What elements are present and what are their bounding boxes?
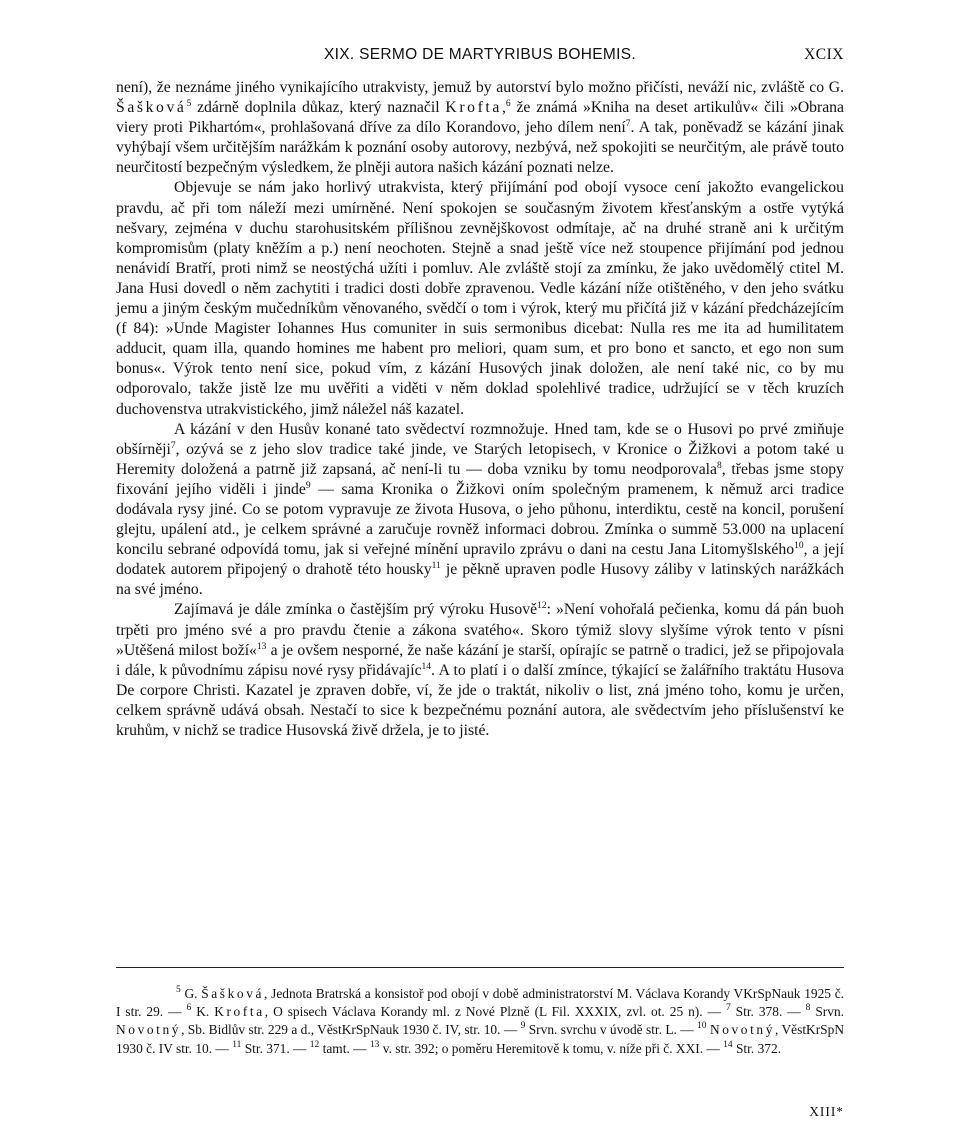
running-header	[116, 46, 844, 70]
footnote-ref: 12	[537, 601, 547, 612]
footnote-ref: 7	[170, 440, 176, 451]
text-run: : »Není vohořalá pečienka, komu dá pán buoh trpěti pro jméno své a pro pravdu čtenie a zákona svatého«. Skoro týmiž slovy slyšíme výrok tento v písni »Utěšená milost boží«	[116, 601, 844, 659]
text-run: , a její dodatek autorem připojený o drahotě této housky	[116, 541, 844, 579]
footnote-ref: 13	[256, 641, 267, 652]
text-run: Zajímavá je dále zmínka o častějším prý výroku Husově	[174, 601, 538, 619]
text-run: , Jednota Bratrská a konsistoř pod obojí v době administratorství M. Václava Korandy VKrSpNauk 1925 č. I str. 29. —	[116, 986, 844, 1020]
text-run: . A to platí i o další zmínce, týkající se žalářního traktátu Husova De corpore Christi. Kazatel je zpraven dobře, ví, že jde o traktát, nikoliv o list, zná jméno toho, komu je určen, celkem správně udává obsah. Nestačí to sice k bezpečnému poznání autora, ale svědectvím jeho příslušenství ke kruhům, v nichž se tradice Husovská živě držela, je to jisté.	[116, 661, 844, 739]
body-text	[116, 78, 844, 741]
text-run: Objevuje se nám jako horlivý utrakvista, který přijímání pod obojí vysoce cení jakožto evangelickou pravdu, ač při tom náleží mezi umírněné. Není spokojen se současným životem křesťanským a ostře vytýká nešvary, zejména v duchu starohusitském přílišnou zevnějškovost odmítaje, ač na druhé straně ani k určitým kompromisům (platy kněžím a p.) není neochoten. Stejně a snad ještě více než stoupence přijímání pod jednou nenávidí Bratří, proti nimž se neostýchá užíti i pomluv. Ale zvláště stojí za zmínku, že jako uvědomělý ctitel M. Jana Husi dovedl o něm zachytiti i tradici dosti dobře zpravenou. Vedle kázání níže otištěného, v den jeho svátku jemu a jiným českým mučedníkům věnovaného, svědčí o tom i výrok, který mu přičítá již v kázání předcházejícím (f 84): »Unde Magister Iohannes Hus comuniter in suis sermonibus dicebat: Nulla res me ita ad humilitatem adducit, quam illa, quando homines me habent pro meliori, quam sum, et pro bono et sancto, et ego non sum bonus«. Výrok tento není sice, pokud vím, z kázání Husových jinak doložen, ale není také nic, co by mu odporovalo, takže jistě lze mu uvěřiti a viděti v něm doklad spolehlivé tradice, udržující se v těch kruzích duchovenstva utrakvistického, jimž náležel náš kazatel.	[116, 179, 844, 418]
spaced-name: Novotný	[116, 1022, 182, 1038]
body-paragraph	[116, 78, 844, 178]
footnote-ref: 12	[309, 1039, 320, 1050]
footnote-ref: 10	[697, 1021, 707, 1032]
footnote-ref: 9	[305, 480, 311, 491]
text-run: , O spisech Václava Korandy ml. z Nové Plzně (L Fil. XXXIX, zvl. ot. 25 n). —	[264, 1004, 726, 1020]
footnote-ref: 14	[723, 1039, 733, 1050]
footnote-ref: 9	[520, 1021, 526, 1032]
text-run: , VěstKrSpN 1930 č. IV str. 10. —	[116, 1022, 844, 1056]
footnote-ref: 8	[717, 460, 722, 471]
text-run: tamt. —	[319, 1040, 370, 1056]
text-run: v. str. 392; o poměru Heremitově k tomu, v. níže při č. XXI. —	[379, 1040, 724, 1056]
text-run: ,	[501, 99, 506, 117]
footnote-ref: 5	[176, 985, 181, 995]
text-run: K.	[191, 1004, 215, 1020]
footnotes	[116, 985, 844, 1058]
footnote-ref: 5	[186, 99, 192, 110]
text-run: je pěkně upraven podle Husovy záliby v latinských narážkách na své jméno.	[116, 561, 844, 599]
body-paragraph	[116, 178, 844, 419]
text-run: a je ovšem nesporné, že naše kázání je starší, opírajíc se patrně o tradici, jež se připojovala i dále, k původnímu zápisu nové rysy přidávajíc	[116, 641, 844, 679]
body-paragraph	[116, 420, 844, 601]
footnote-ref: 11	[431, 561, 441, 572]
spaced-name: Šašková	[201, 986, 265, 1001]
text-run: zdárně doplnila důkaz, který naznačil	[191, 99, 446, 117]
chapter-title: XIX. SERMO DE MARTYRIBUS BOHEMIS.	[324, 46, 636, 63]
footnote-ref: 6	[186, 1003, 192, 1014]
footnote-divider	[116, 967, 844, 968]
text-run: . A tak, poněvadž se kázání jinak vyhýbají všem určitějším narážkám k poznání osoby autorovy, nezbývá, než spokojiti se neurčitým, ale právě touto neurčitostí bezpečným výsledkem, že plněji autora našich kázání poznati nelze.	[116, 119, 844, 177]
text-run: není), že neznáme jiného vynikajícího utrakvisty, jemuž by autorství bylo možno přičísti, neváží nic, zvláště co G.	[116, 79, 844, 96]
text-run: G.	[180, 986, 202, 1001]
text-run: , ozývá se z jeho slov tradice také jinde, ve Starých letopisech, v Kronice o Žižkovi a potom také u Heremity doložená a patrně již zapsaná, ač není-li tu — doba vzniku by tomu neodporovala	[116, 440, 844, 478]
footnote-ref: 13	[369, 1039, 380, 1050]
text-run: — sama Kronika o Žižkovi oním společným pramenem, k němuž arci tradice dodávala rysy jiné. Co se potom vypravuje ze života Husova, o jeho půhonu, interdiktu, cestě na koncil, porušení glejtu, upálení atd., je celkem správné a zaručuje rovněž informaci dobrou. Zmínka o summě 53.000 na uplacení koncilu sebrané odpovídá tomu, jak si veřejné mínění upravilo zprávu o dani na cestu Jana Litomyšlského	[116, 480, 844, 559]
text-run: A kázání v den Husův konané tato svědectví rozmnožuje. Hned tam, kde se o Husovi po prvé zmiňuje obšírněji	[116, 420, 844, 458]
text-run: , Sb. Bidlův str. 229 a d., VěstKrSpNauk 1930 č. IV, str. 10. —	[181, 1022, 521, 1038]
text-run: Srvn. svrchu v úvodě str. L. —	[525, 1022, 698, 1038]
footnote-paragraph	[116, 985, 844, 1058]
footnote-ref: 7	[625, 119, 631, 130]
spaced-name: Šašková	[116, 99, 187, 117]
footnote-ref: 10	[794, 541, 804, 552]
body-paragraph	[116, 600, 844, 741]
page-number: XCIX	[804, 46, 844, 63]
spaced-name: Krofta	[214, 1004, 265, 1020]
text-run: Srvn.	[810, 1004, 844, 1020]
footnote-ref: 14	[421, 661, 432, 672]
footnote-ref: 7	[725, 1003, 731, 1014]
spaced-name: Krofta	[445, 99, 502, 117]
text-run: že známá »Kniha na deset artikulův« čili »Obrana viery proti Pikhartóm«, prohlašovaná dříve za dílo Korandovo, jeho dílem není	[116, 99, 844, 137]
text-run: Str. 371. —	[241, 1040, 310, 1056]
spaced-name: Novotný	[709, 1022, 776, 1038]
text-run: Str. 378. —	[730, 1004, 806, 1020]
footnote-ref: 8	[805, 1003, 811, 1014]
text-run: Str. 372.	[732, 1040, 782, 1056]
signature-mark: XIII*	[809, 1104, 844, 1119]
footnote-ref: 11	[232, 1039, 242, 1050]
text-run: , třebas jsme stopy fixování jejího viděli i jinde	[116, 460, 844, 498]
footnote-ref: 6	[505, 99, 511, 110]
